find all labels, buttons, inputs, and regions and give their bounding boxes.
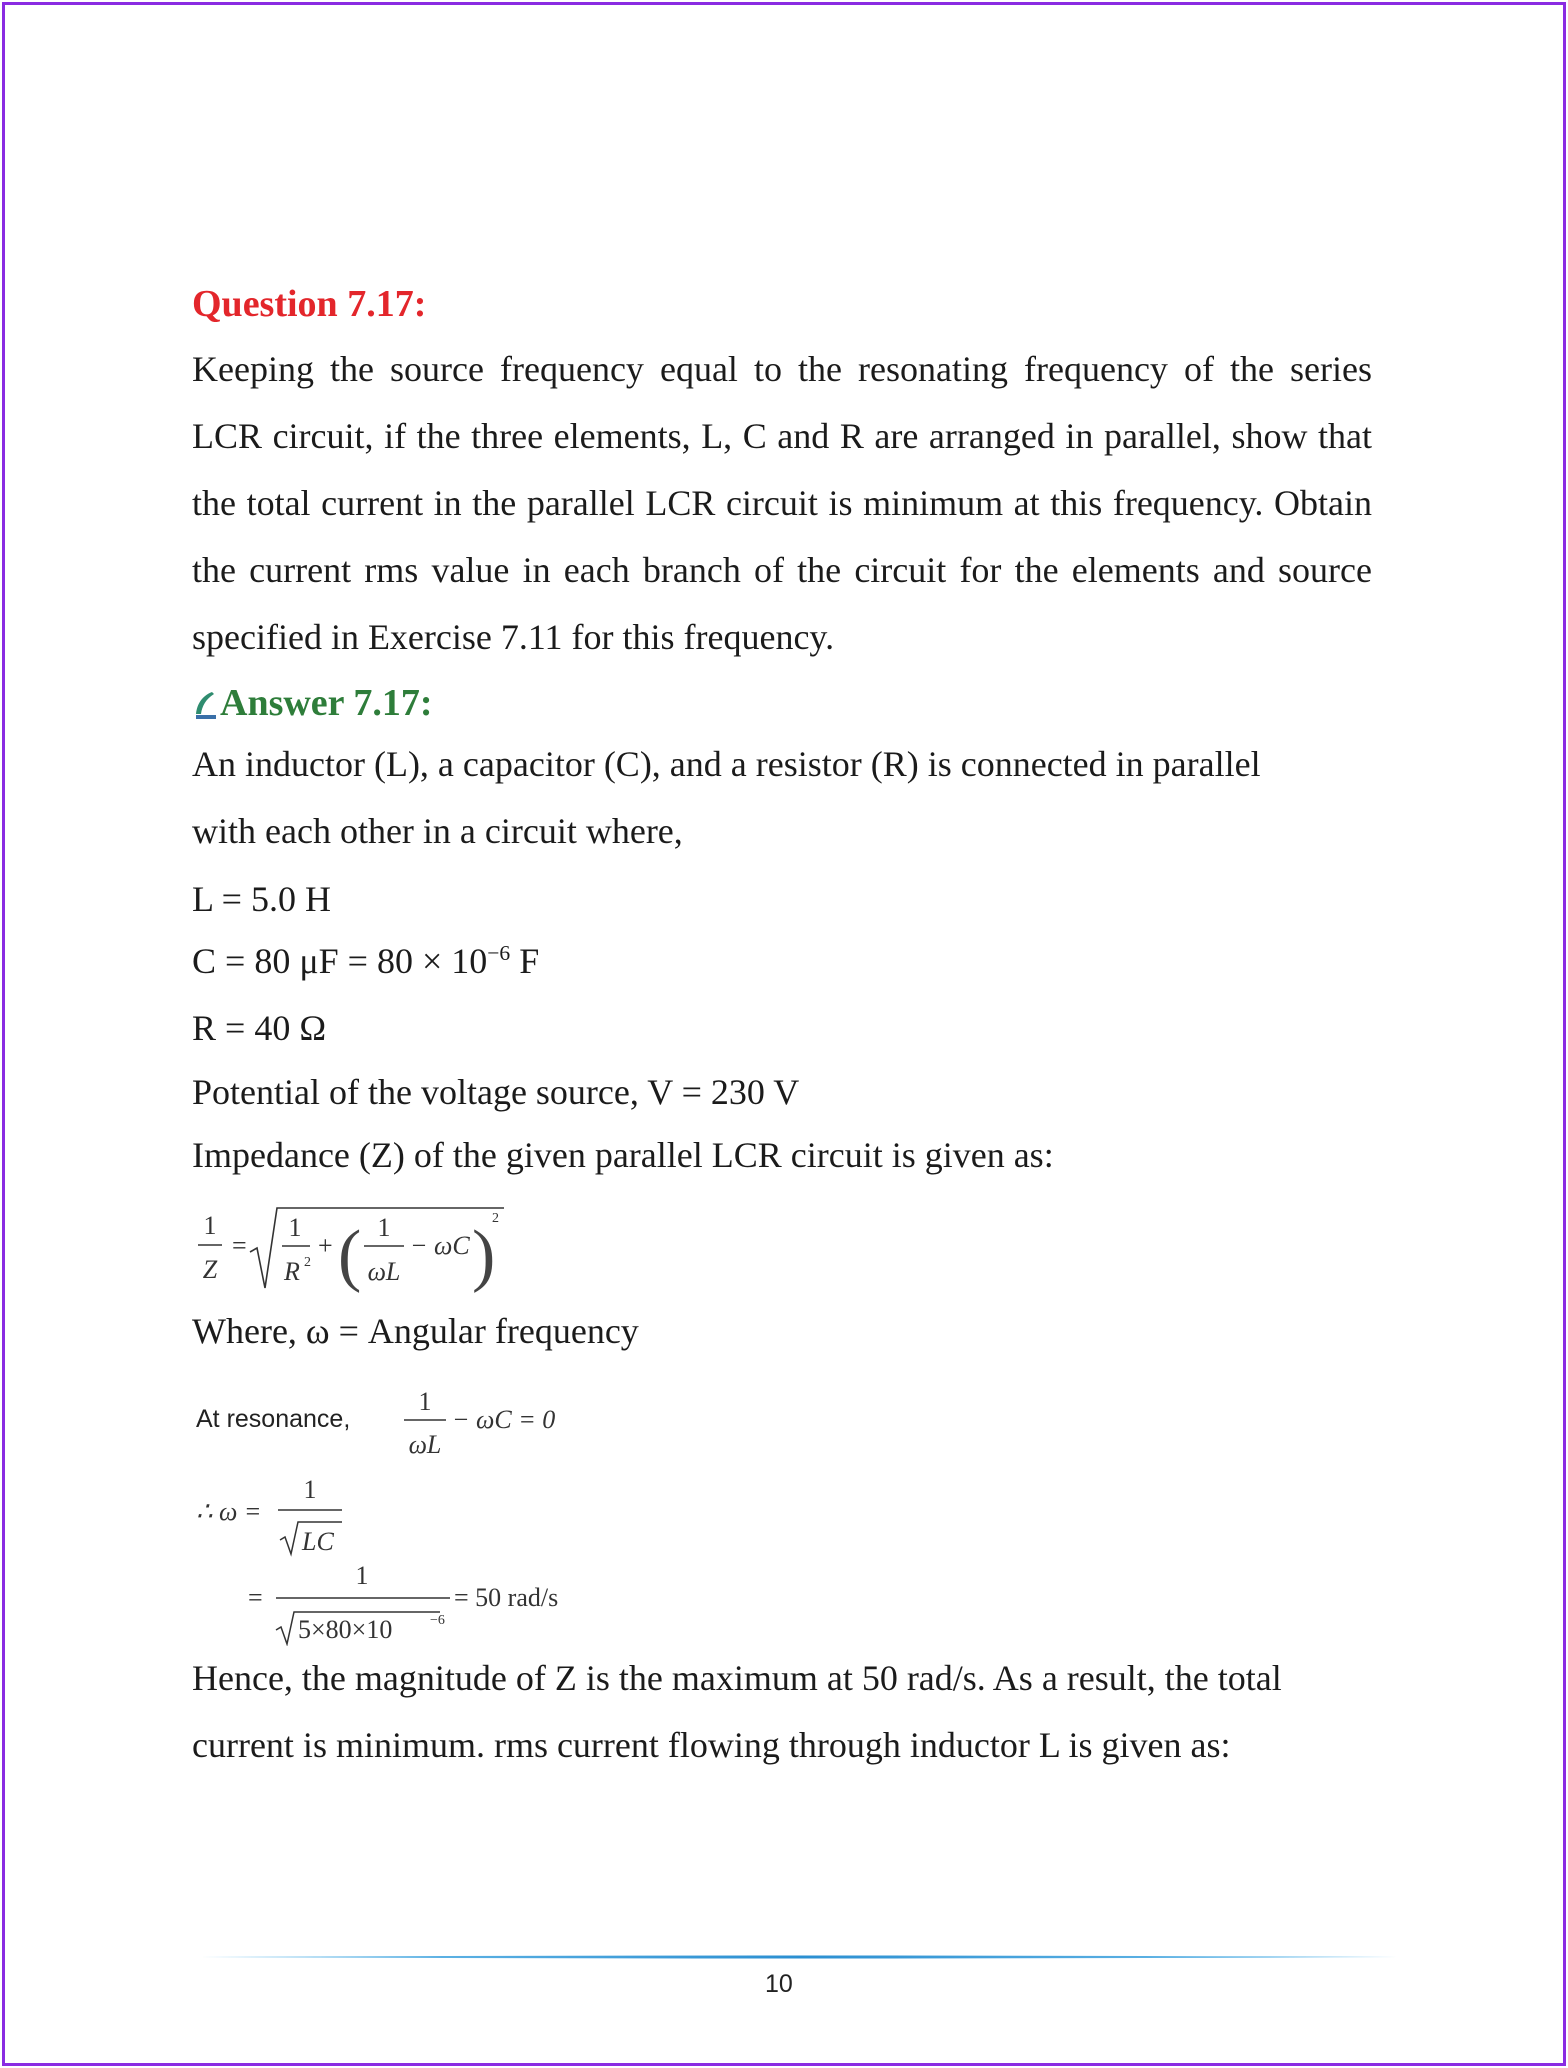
impedance-intro: Impedance (Z) of the given parallel LCR circuit is given as: — [192, 1135, 1054, 1175]
svg-text:ωL: ωL — [408, 1430, 442, 1459]
svg-text:1: 1 — [203, 1211, 217, 1240]
svg-text:1: 1 — [418, 1387, 432, 1416]
svg-text:): ) — [472, 1217, 496, 1294]
svg-text:=: = — [248, 1583, 263, 1612]
footer-divider — [200, 1954, 1400, 1960]
pen-logo-icon — [192, 690, 218, 720]
svg-text:(: ( — [338, 1217, 362, 1294]
svg-text:5×80×10: 5×80×10 — [298, 1615, 393, 1644]
question-title: Question 7.17: — [192, 283, 427, 325]
impedance-equation — [192, 1200, 522, 1300]
answer-intro-line1: An inductor (L), a capacitor (C), and a resistor (R) is connected in parallel — [192, 744, 1261, 784]
svg-text:2: 2 — [304, 1255, 311, 1270]
conclusion-line2: current is minimum. rms current flowing through inductor L is given as: — [192, 1725, 1231, 1765]
omega-calculation — [240, 1556, 600, 1646]
inductance-value: L = 5.0 H — [192, 879, 331, 919]
svg-text:2: 2 — [492, 1211, 499, 1226]
answer-intro-line2: with each other in a circuit where, — [192, 811, 683, 851]
svg-text:− ωC: − ωC — [410, 1231, 470, 1260]
svg-text:LC: LC — [302, 1527, 334, 1556]
at-resonance-label: At resonance, — [196, 1405, 351, 1433]
omega-formula — [192, 1470, 392, 1560]
svg-text:ωL: ωL — [367, 1257, 401, 1286]
svg-text:−6: −6 — [430, 1613, 445, 1628]
answer-title: Answer 7.17: — [220, 682, 433, 724]
svg-text:= 50 rad/s: = 50 rad/s — [454, 1583, 559, 1612]
svg-text:1: 1 — [377, 1213, 391, 1242]
svg-text:Z: Z — [202, 1255, 218, 1284]
svg-text:+: + — [318, 1231, 333, 1260]
omega-definition: Where, ω = Angular frequency — [192, 1311, 639, 1351]
svg-text:1: 1 — [303, 1475, 317, 1504]
svg-text:∴ ω =: ∴ ω = — [196, 1497, 262, 1526]
conclusion-line1: Hence, the magnitude of Z is the maximum at 50 rad/s. As a result, the total — [192, 1658, 1282, 1698]
svg-text:R: R — [284, 1257, 300, 1286]
svg-text:=: = — [232, 1231, 247, 1260]
resistance-value: R = 40 Ω — [192, 1008, 327, 1048]
capacitance-value: C = 80 $\mu F = 80 \times 10^{-6}$ F — [192, 941, 540, 981]
svg-text:− ωC = 0: − ωC = 0 — [452, 1405, 556, 1434]
svg-text:1: 1 — [355, 1561, 369, 1590]
page-number: 10 — [765, 1970, 793, 1998]
question-text: Keeping the source frequency equal to the resonating frequency of the series LCR circuit, if the three elements, L, C and R are arranged in parallel, show that the total current in the parallel LCR circuit is minimum at this frequency. Obtain the current rms value in each branch of the circuit for the elements and source specified in Exercise 7.11 for this frequency. — [192, 349, 1372, 657]
voltage-source-line: Potential of the voltage source, V = 230 V — [192, 1072, 800, 1112]
resonance-equation — [400, 1380, 580, 1460]
svg-text:1: 1 — [288, 1213, 302, 1242]
